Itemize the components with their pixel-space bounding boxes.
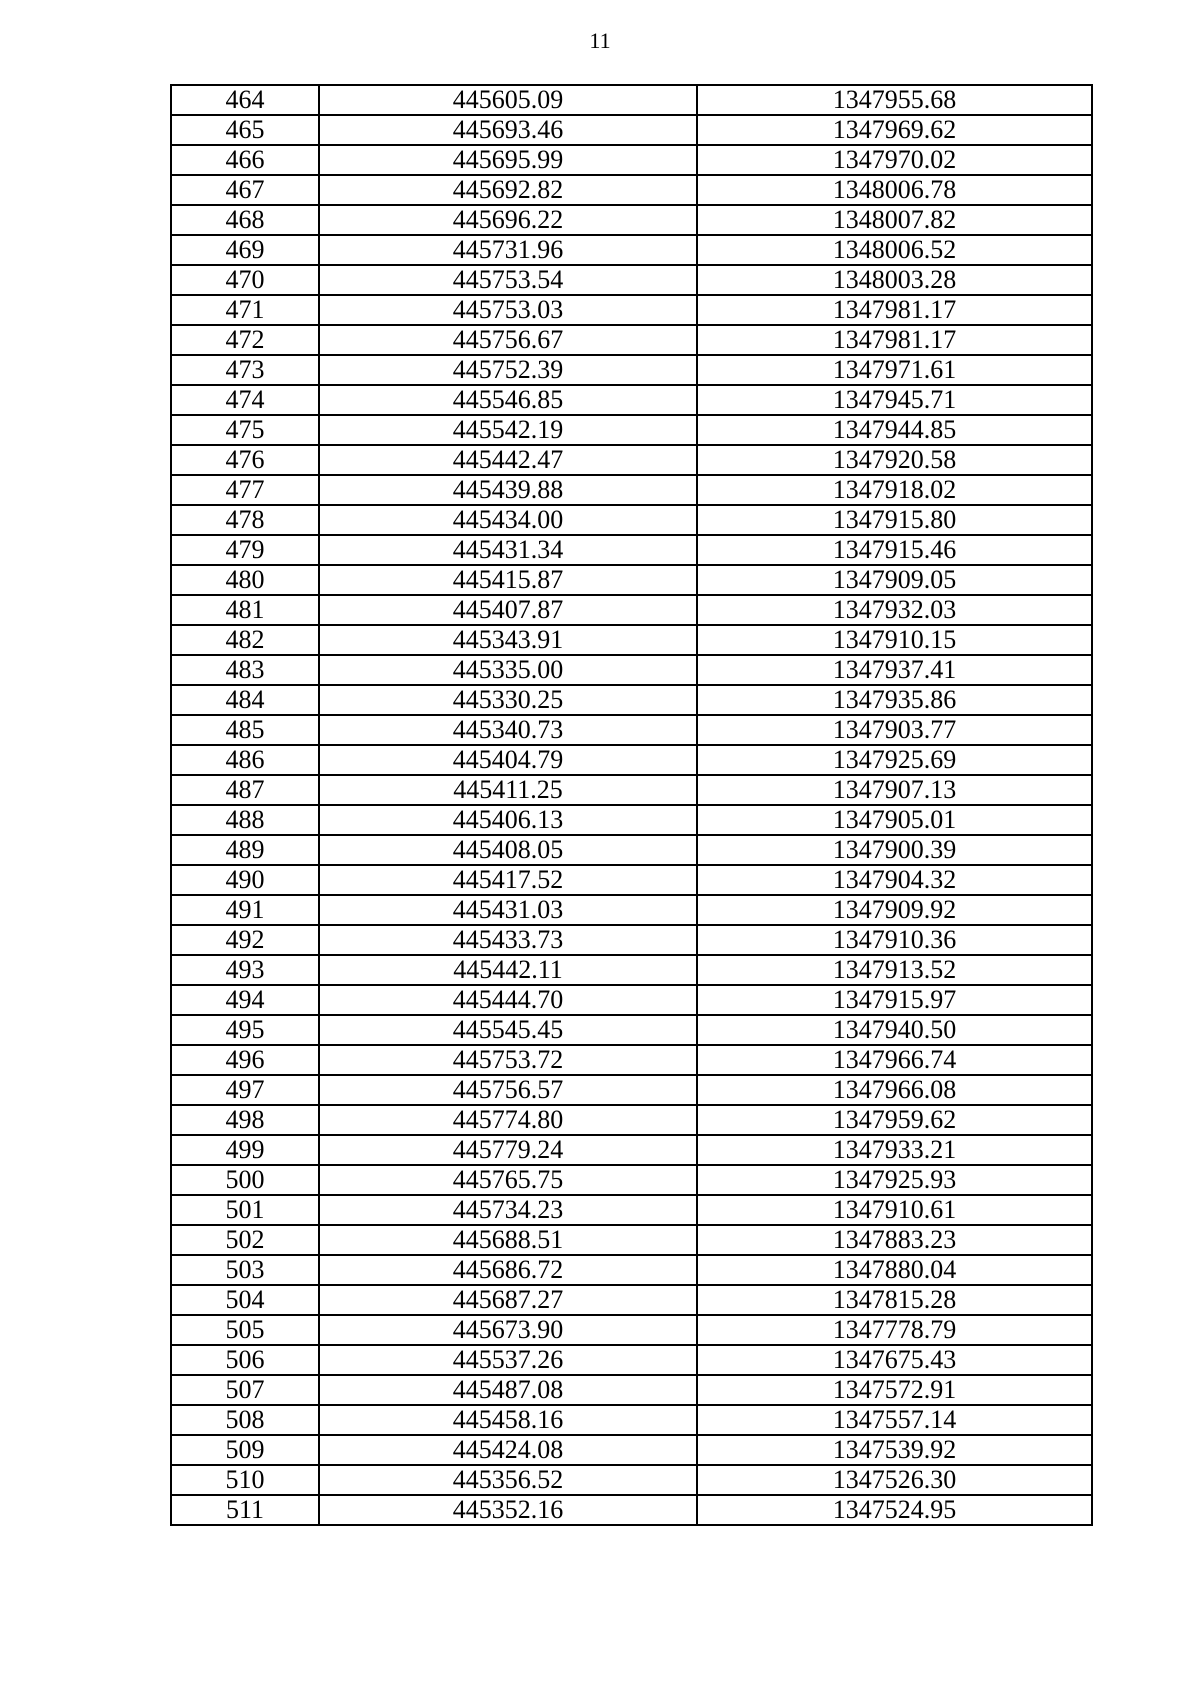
point-number-cell: 478: [171, 505, 319, 535]
table-row: [171, 115, 1092, 145]
y-coordinate-cell: 1347526.30: [697, 1465, 1092, 1495]
point-number-cell: 479: [171, 535, 319, 565]
point-number-cell: 473: [171, 355, 319, 385]
table-row: [171, 625, 1092, 655]
coordinates-table-body: [171, 85, 1092, 1525]
y-coordinate-cell: 1347904.32: [697, 865, 1092, 895]
y-coordinate-cell: 1347883.23: [697, 1225, 1092, 1255]
point-number-cell: 496: [171, 1045, 319, 1075]
table-row: [171, 505, 1092, 535]
x-coordinate-cell: 445752.39: [319, 355, 697, 385]
y-coordinate-cell: 1347955.68: [697, 85, 1092, 115]
x-coordinate-cell: 445352.16: [319, 1495, 697, 1525]
y-coordinate-cell: 1347959.62: [697, 1105, 1092, 1135]
point-number-cell: 480: [171, 565, 319, 595]
x-coordinate-cell: 445542.19: [319, 415, 697, 445]
x-coordinate-cell: 445406.13: [319, 805, 697, 835]
point-number-cell: 505: [171, 1315, 319, 1345]
x-coordinate-cell: 445340.73: [319, 715, 697, 745]
y-coordinate-cell: 1347915.97: [697, 985, 1092, 1015]
x-coordinate-cell: 445687.27: [319, 1285, 697, 1315]
table-row: [171, 835, 1092, 865]
x-coordinate-cell: 445434.00: [319, 505, 697, 535]
table-row: [171, 1315, 1092, 1345]
point-number-cell: 471: [171, 295, 319, 325]
table-row: [171, 205, 1092, 235]
y-coordinate-cell: 1347910.61: [697, 1195, 1092, 1225]
y-coordinate-cell: 1347900.39: [697, 835, 1092, 865]
y-coordinate-cell: 1347966.08: [697, 1075, 1092, 1105]
point-number-cell: 464: [171, 85, 319, 115]
x-coordinate-cell: 445753.54: [319, 265, 697, 295]
y-coordinate-cell: 1347909.05: [697, 565, 1092, 595]
x-coordinate-cell: 445407.87: [319, 595, 697, 625]
point-number-cell: 465: [171, 115, 319, 145]
x-coordinate-cell: 445546.85: [319, 385, 697, 415]
y-coordinate-cell: 1347971.61: [697, 355, 1092, 385]
point-number-cell: 495: [171, 1015, 319, 1045]
table-row: [171, 415, 1092, 445]
point-number-cell: 474: [171, 385, 319, 415]
y-coordinate-cell: 1348006.78: [697, 175, 1092, 205]
y-coordinate-cell: 1347935.86: [697, 685, 1092, 715]
table-row: [171, 325, 1092, 355]
point-number-cell: 500: [171, 1165, 319, 1195]
y-coordinate-cell: 1348006.52: [697, 235, 1092, 265]
x-coordinate-cell: 445605.09: [319, 85, 697, 115]
point-number-cell: 499: [171, 1135, 319, 1165]
table-row: [171, 265, 1092, 295]
y-coordinate-cell: 1347981.17: [697, 295, 1092, 325]
x-coordinate-cell: 445487.08: [319, 1375, 697, 1405]
y-coordinate-cell: 1347815.28: [697, 1285, 1092, 1315]
x-coordinate-cell: 445411.25: [319, 775, 697, 805]
x-coordinate-cell: 445753.03: [319, 295, 697, 325]
table-row: [171, 145, 1092, 175]
x-coordinate-cell: 445433.73: [319, 925, 697, 955]
point-number-cell: 503: [171, 1255, 319, 1285]
y-coordinate-cell: 1347969.62: [697, 115, 1092, 145]
point-number-cell: 510: [171, 1465, 319, 1495]
table-row: [171, 1015, 1092, 1045]
point-number-cell: 484: [171, 685, 319, 715]
x-coordinate-cell: 445545.45: [319, 1015, 697, 1045]
x-coordinate-cell: 445356.52: [319, 1465, 697, 1495]
point-number-cell: 502: [171, 1225, 319, 1255]
x-coordinate-cell: 445734.23: [319, 1195, 697, 1225]
table-row: [171, 1045, 1092, 1075]
y-coordinate-cell: 1347920.58: [697, 445, 1092, 475]
table-row: [171, 1255, 1092, 1285]
point-number-cell: 467: [171, 175, 319, 205]
table-row: [171, 655, 1092, 685]
table-row: [171, 1465, 1092, 1495]
page-number: 11: [589, 28, 611, 53]
y-coordinate-cell: 1347524.95: [697, 1495, 1092, 1525]
table-row: [171, 565, 1092, 595]
y-coordinate-cell: 1347945.71: [697, 385, 1092, 415]
x-coordinate-cell: 445415.87: [319, 565, 697, 595]
point-number-cell: 477: [171, 475, 319, 505]
x-coordinate-cell: 445692.82: [319, 175, 697, 205]
x-coordinate-cell: 445442.47: [319, 445, 697, 475]
point-number-cell: 511: [171, 1495, 319, 1525]
table-row: [171, 925, 1092, 955]
x-coordinate-cell: 445774.80: [319, 1105, 697, 1135]
point-number-cell: 491: [171, 895, 319, 925]
point-number-cell: 493: [171, 955, 319, 985]
y-coordinate-cell: 1347910.36: [697, 925, 1092, 955]
table-row: [171, 1405, 1092, 1435]
table-row: [171, 295, 1092, 325]
x-coordinate-cell: 445417.52: [319, 865, 697, 895]
table-row: [171, 1375, 1092, 1405]
table-row: [171, 475, 1092, 505]
point-number-cell: 504: [171, 1285, 319, 1315]
point-number-cell: 487: [171, 775, 319, 805]
y-coordinate-cell: 1348003.28: [697, 265, 1092, 295]
point-number-cell: 492: [171, 925, 319, 955]
table-row: [171, 595, 1092, 625]
x-coordinate-cell: 445753.72: [319, 1045, 697, 1075]
x-coordinate-cell: 445686.72: [319, 1255, 697, 1285]
y-coordinate-cell: 1347778.79: [697, 1315, 1092, 1345]
table-row: [171, 955, 1092, 985]
table-row: [171, 1495, 1092, 1525]
x-coordinate-cell: 445444.70: [319, 985, 697, 1015]
x-coordinate-cell: 445335.00: [319, 655, 697, 685]
y-coordinate-cell: 1347675.43: [697, 1345, 1092, 1375]
y-coordinate-cell: 1347925.93: [697, 1165, 1092, 1195]
x-coordinate-cell: 445731.96: [319, 235, 697, 265]
x-coordinate-cell: 445779.24: [319, 1135, 697, 1165]
table-row: [171, 1225, 1092, 1255]
table-row: [171, 175, 1092, 205]
table-row: [171, 235, 1092, 265]
y-coordinate-cell: 1347970.02: [697, 145, 1092, 175]
table-row: [171, 865, 1092, 895]
x-coordinate-cell: 445537.26: [319, 1345, 697, 1375]
x-coordinate-cell: 445442.11: [319, 955, 697, 985]
point-number-cell: 506: [171, 1345, 319, 1375]
y-coordinate-cell: 1347910.15: [697, 625, 1092, 655]
point-number-cell: 507: [171, 1375, 319, 1405]
point-number-cell: 482: [171, 625, 319, 655]
point-number-cell: 488: [171, 805, 319, 835]
point-number-cell: 472: [171, 325, 319, 355]
point-number-cell: 486: [171, 745, 319, 775]
x-coordinate-cell: 445431.34: [319, 535, 697, 565]
table-row: [171, 745, 1092, 775]
table-row: [171, 775, 1092, 805]
table-row: [171, 1345, 1092, 1375]
y-coordinate-cell: 1347937.41: [697, 655, 1092, 685]
x-coordinate-cell: 445765.75: [319, 1165, 697, 1195]
x-coordinate-cell: 445756.67: [319, 325, 697, 355]
y-coordinate-cell: 1348007.82: [697, 205, 1092, 235]
x-coordinate-cell: 445431.03: [319, 895, 697, 925]
point-number-cell: 468: [171, 205, 319, 235]
table-row: [171, 1285, 1092, 1315]
table-row: [171, 445, 1092, 475]
y-coordinate-cell: 1347944.85: [697, 415, 1092, 445]
y-coordinate-cell: 1347907.13: [697, 775, 1092, 805]
x-coordinate-cell: 445696.22: [319, 205, 697, 235]
y-coordinate-cell: 1347925.69: [697, 745, 1092, 775]
point-number-cell: 470: [171, 265, 319, 295]
y-coordinate-cell: 1347913.52: [697, 955, 1092, 985]
point-number-cell: 481: [171, 595, 319, 625]
y-coordinate-cell: 1347903.77: [697, 715, 1092, 745]
y-coordinate-cell: 1347880.04: [697, 1255, 1092, 1285]
table-row: [171, 895, 1092, 925]
table-row: [171, 85, 1092, 115]
y-coordinate-cell: 1347966.74: [697, 1045, 1092, 1075]
y-coordinate-cell: 1347981.17: [697, 325, 1092, 355]
x-coordinate-cell: 445408.05: [319, 835, 697, 865]
x-coordinate-cell: 445688.51: [319, 1225, 697, 1255]
x-coordinate-cell: 445695.99: [319, 145, 697, 175]
point-number-cell: 483: [171, 655, 319, 685]
table-row: [171, 715, 1092, 745]
y-coordinate-cell: 1347905.01: [697, 805, 1092, 835]
table-row: [171, 1195, 1092, 1225]
point-number-cell: 501: [171, 1195, 319, 1225]
point-number-cell: 485: [171, 715, 319, 745]
point-number-cell: 508: [171, 1405, 319, 1435]
table-row: [171, 535, 1092, 565]
x-coordinate-cell: 445330.25: [319, 685, 697, 715]
point-number-cell: 494: [171, 985, 319, 1015]
x-coordinate-cell: 445439.88: [319, 475, 697, 505]
x-coordinate-cell: 445693.46: [319, 115, 697, 145]
table-row: [171, 385, 1092, 415]
x-coordinate-cell: 445673.90: [319, 1315, 697, 1345]
x-coordinate-cell: 445343.91: [319, 625, 697, 655]
y-coordinate-cell: 1347940.50: [697, 1015, 1092, 1045]
table-row: [171, 1105, 1092, 1135]
y-coordinate-cell: 1347933.21: [697, 1135, 1092, 1165]
y-coordinate-cell: 1347932.03: [697, 595, 1092, 625]
coordinates-table: [170, 84, 1093, 1526]
point-number-cell: 509: [171, 1435, 319, 1465]
table-row: [171, 1435, 1092, 1465]
table-row: [171, 355, 1092, 385]
point-number-cell: 475: [171, 415, 319, 445]
table-row: [171, 1075, 1092, 1105]
y-coordinate-cell: 1347557.14: [697, 1405, 1092, 1435]
point-number-cell: 466: [171, 145, 319, 175]
point-number-cell: 476: [171, 445, 319, 475]
point-number-cell: 469: [171, 235, 319, 265]
x-coordinate-cell: 445756.57: [319, 1075, 697, 1105]
point-number-cell: 490: [171, 865, 319, 895]
table-row: [171, 1135, 1092, 1165]
table-row: [171, 985, 1092, 1015]
point-number-cell: 489: [171, 835, 319, 865]
y-coordinate-cell: 1347915.46: [697, 535, 1092, 565]
x-coordinate-cell: 445424.08: [319, 1435, 697, 1465]
table-row: [171, 805, 1092, 835]
y-coordinate-cell: 1347909.92: [697, 895, 1092, 925]
y-coordinate-cell: 1347539.92: [697, 1435, 1092, 1465]
y-coordinate-cell: 1347915.80: [697, 505, 1092, 535]
point-number-cell: 497: [171, 1075, 319, 1105]
table-row: [171, 1165, 1092, 1195]
table-row: [171, 685, 1092, 715]
x-coordinate-cell: 445458.16: [319, 1405, 697, 1435]
point-number-cell: 498: [171, 1105, 319, 1135]
y-coordinate-cell: 1347918.02: [697, 475, 1092, 505]
x-coordinate-cell: 445404.79: [319, 745, 697, 775]
y-coordinate-cell: 1347572.91: [697, 1375, 1092, 1405]
